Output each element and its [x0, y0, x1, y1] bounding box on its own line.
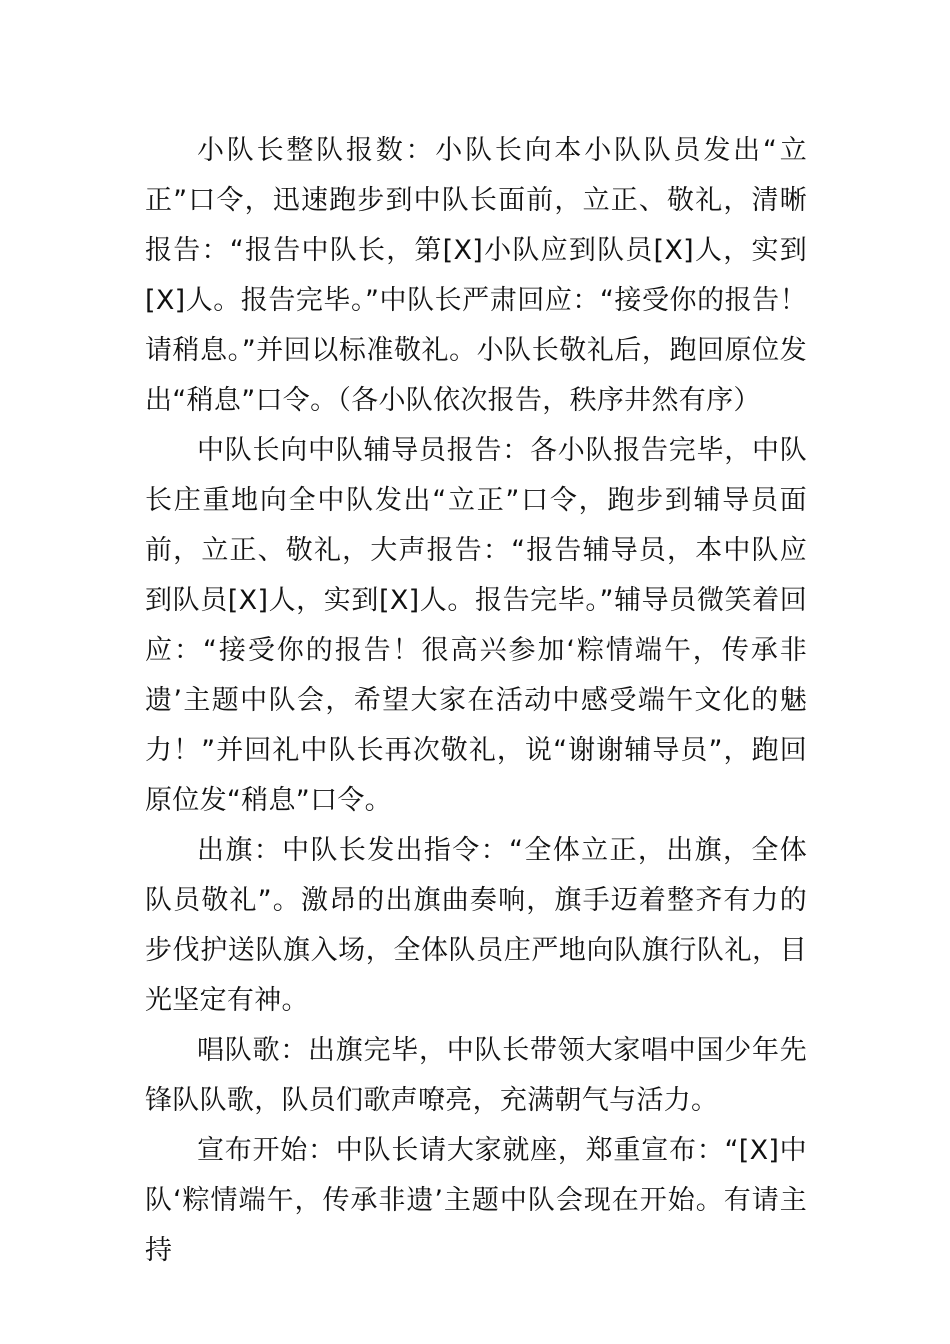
- paragraph-announce-start: 宣布开始：中队长请大家就座，郑重宣布：“[X]中队‘粽情端午，传承非遗’主题中队会现在开始。有请主持: [145, 1135, 807, 1266]
- document-body: [145, 126, 807, 1276]
- paragraph-team-song: 唱队歌：出旗完毕，中队长带领大家唱中国少年先锋队队歌，队员们歌声嘹亮，充满朝气与活力。: [145, 1035, 807, 1116]
- paragraph-captain-report: 中队长向中队辅导员报告：各小队报告完毕，中队长庄重地向全中队发出“立正”口令，跑步到辅导员面前，立正、敬礼，大声报告：“报告辅导员，本中队应到队员[X]人，实到[X]人。报告完毕。”辅导员微笑着回应：“接受你的报告！很高兴参加‘粽情端午，传承非遗’主题中队会，希望大家在活动中感受端午文化的魅力！”并回礼中队长再次敬礼，说“谢谢辅导员”，跑回原位发“稍息”口令。: [145, 435, 807, 816]
- paragraph-flag-entry: 出旗：中队长发出指令：“全体立正，出旗，全体队员敬礼”。激昂的出旗曲奏响，旗手迈着整齐有力的步伐护送队旗入场，全体队员庄严地向队旗行队礼，目光坚定有神。: [145, 835, 807, 1016]
- paragraph-squad-leader-report: 小队长整队报数：小队长向本小队队员发出“立正”口令，迅速跑步到中队长面前，立正、敬礼，清晰报告：“报告中队长，第[X]小队应到队员[X]人，实到[X]人。报告完毕。”中队长严肃回应：“接受你的报告！请稍息。”并回以标准敬礼。小队长敬礼后，跑回原位发出“稍息”口令。（各小队依次报告，秩序井然有序）: [145, 135, 807, 416]
